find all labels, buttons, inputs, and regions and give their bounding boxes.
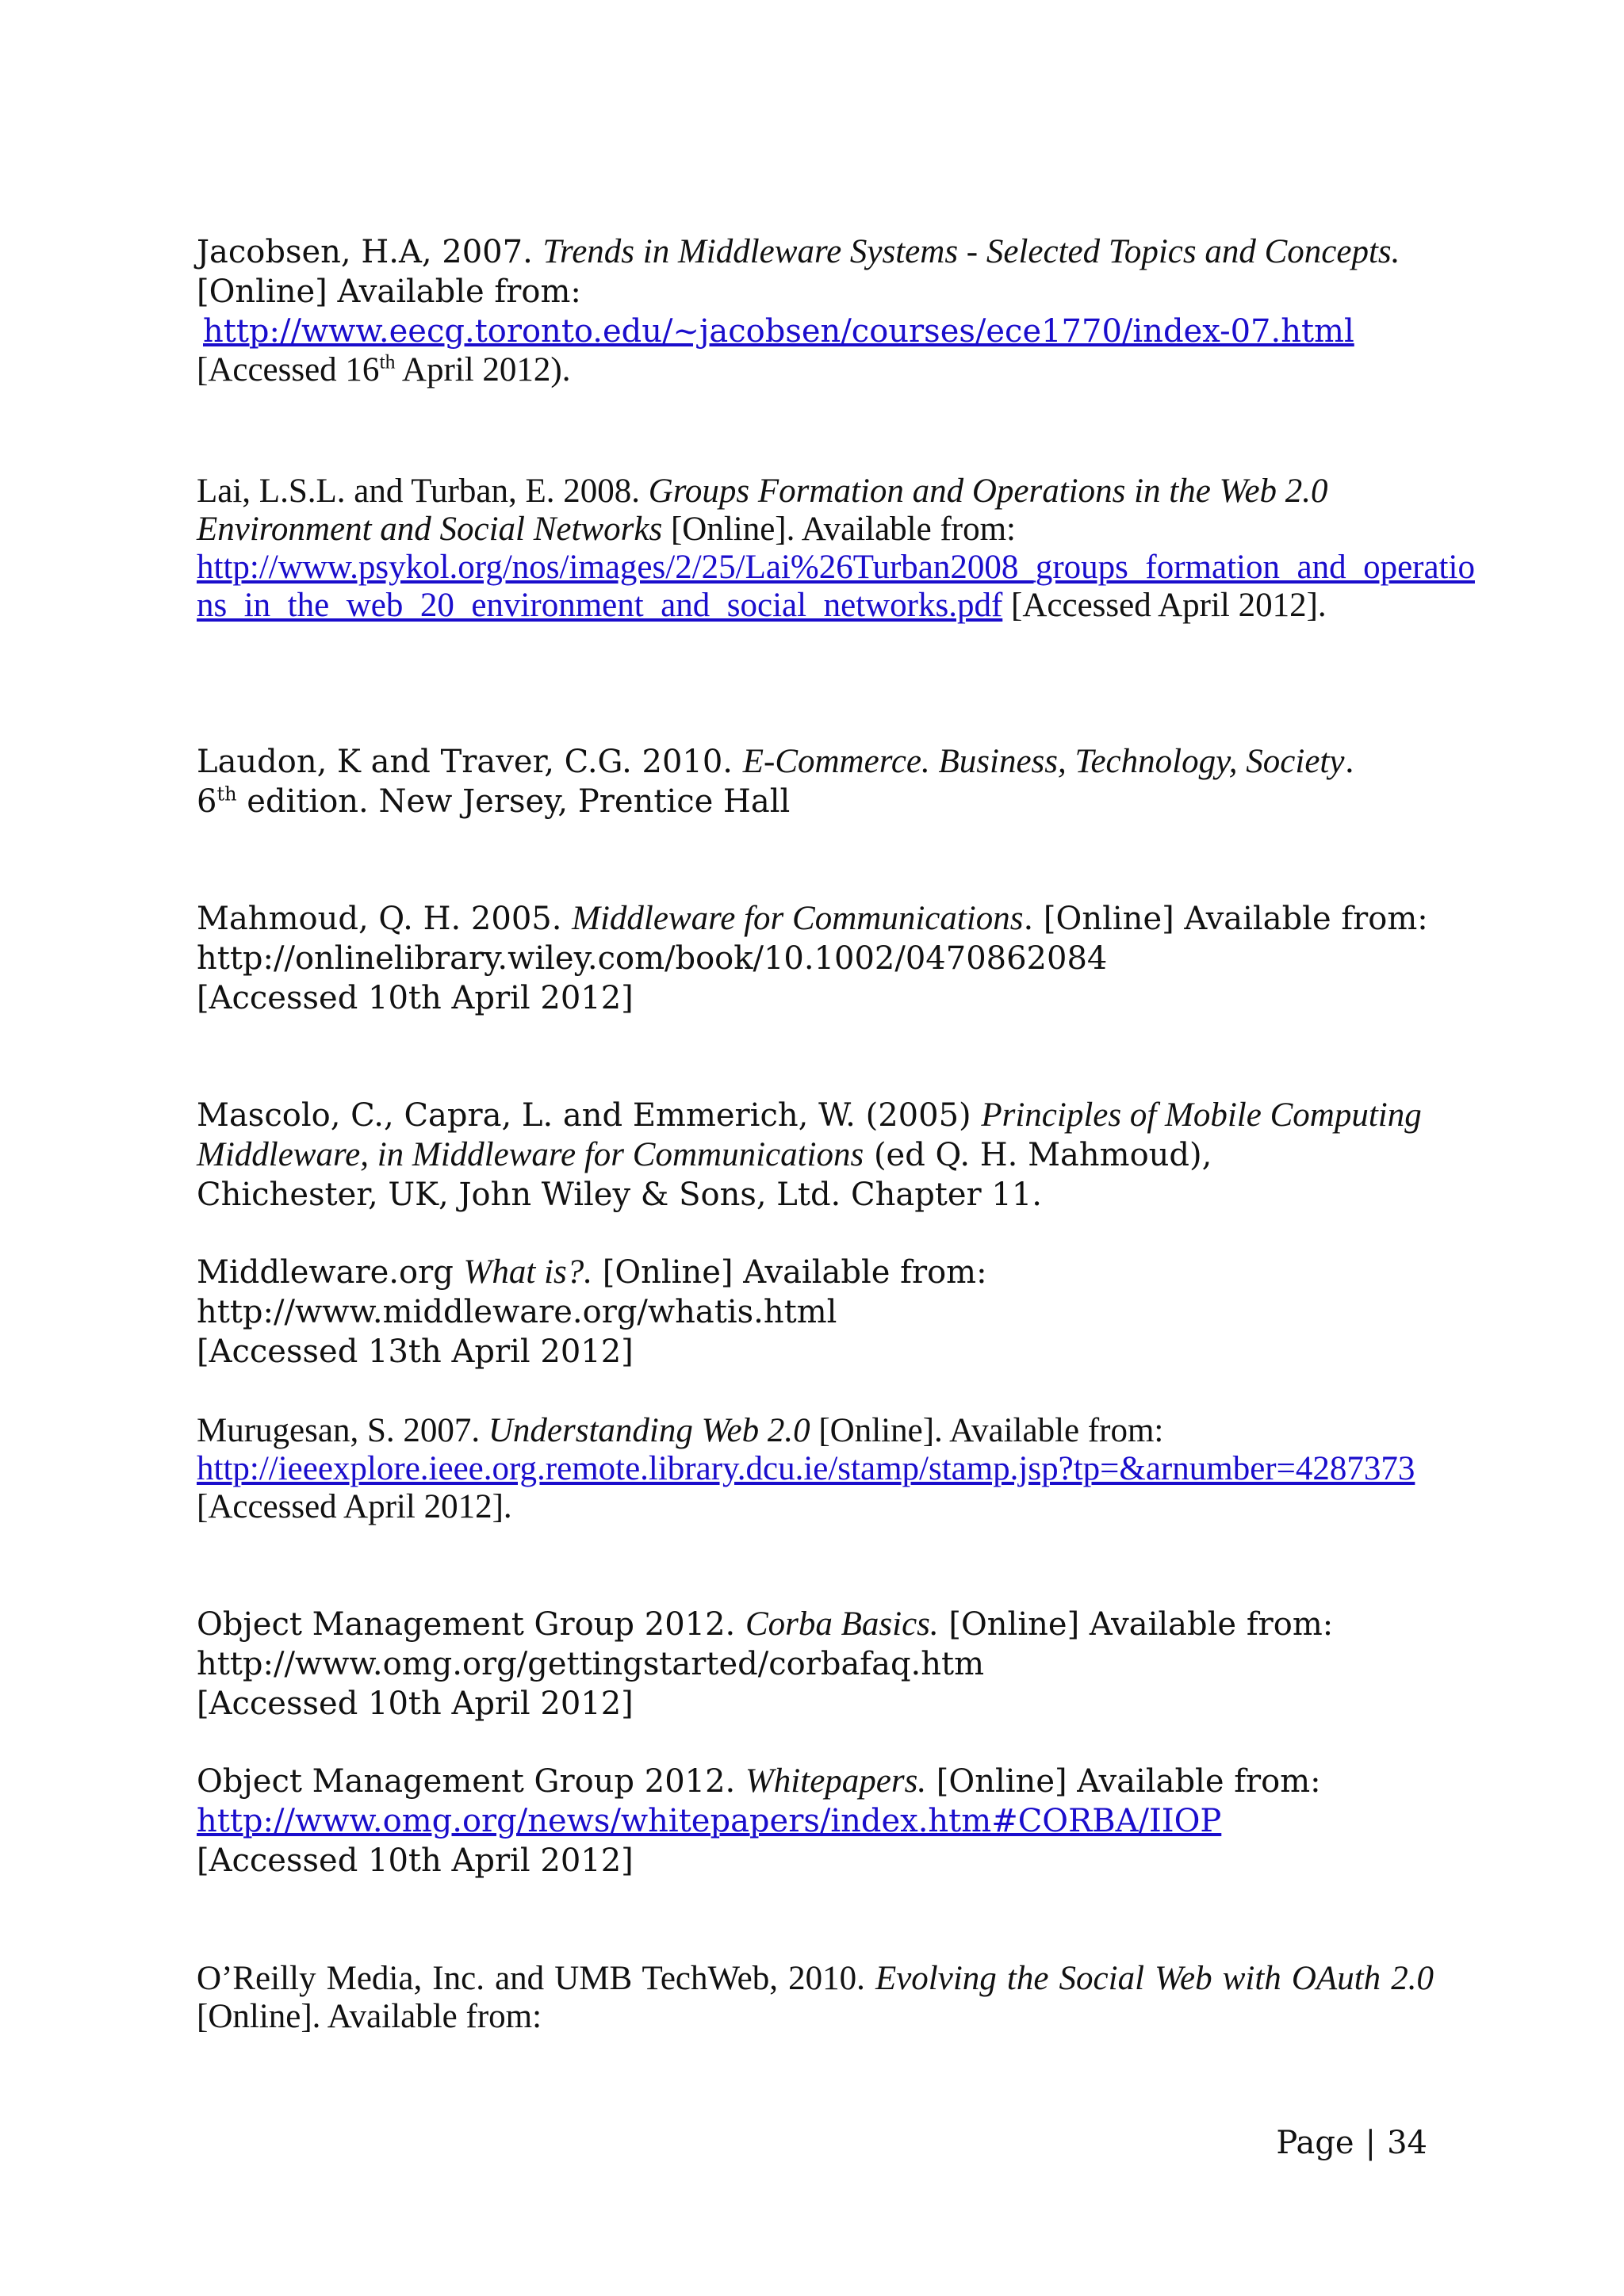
page-number: 34 (1387, 2125, 1427, 2161)
reference-authors: Laudon, K and Traver, C.G. 2010. (197, 744, 733, 780)
reference-lai (197, 473, 1475, 625)
reference-line (197, 1135, 1434, 1175)
reference-omg-whitepapers (197, 1762, 1434, 1881)
reference-line (197, 232, 1434, 272)
reference-online: [Online] Available from: (197, 274, 581, 310)
reference-online: [Online] Available from: (926, 1763, 1321, 1800)
reference-online: [Online] Available from: (592, 1254, 987, 1291)
reference-title: Corba Basics. (745, 1605, 939, 1643)
reference-mahmoud (197, 899, 1434, 1018)
reference-accessed: [Accessed April 2012]. (1002, 587, 1327, 624)
reference-authors: Object Management Group 2012. (197, 1606, 736, 1643)
reference-url-link-cont[interactable]: ns_in_the_web_20_environment_and_social_networks.pdf (197, 587, 1003, 624)
reference-url: http://onlinelibrary.wiley.com/book/10.1002/0470862084 (197, 940, 1108, 977)
reference-title: Understanding Web 2.0 (488, 1412, 810, 1449)
reference-url-link[interactable]: http://www.omg.org/news/whitepapers/index.htm#CORBA/IIOP (197, 1803, 1222, 1839)
reference-accessed: [Accessed 10th April 2012] (197, 1843, 634, 1879)
reference-title: Principles of Mobile Computing (981, 1096, 1422, 1134)
reference-title: Whitepapers. (745, 1762, 927, 1800)
reference-line: Laudon, K and Traver, C.G. 2010. E-Commerce. Business, Technology, Society. (197, 743, 1355, 780)
page-label: Page (1276, 2125, 1354, 2161)
reference-line (197, 1960, 1434, 1998)
reference-publisher: Chichester, UK, John Wiley & Sons, Ltd. Chapter 11. (197, 1177, 1042, 1213)
reference-middleware-org (197, 1253, 1434, 1372)
reference-authors: Mascolo, C., Capra, L. and Emmerich, W. (2005) (197, 1097, 971, 1134)
reference-url: http://www.middleware.org/whatis.html (197, 1294, 837, 1330)
reference-line (197, 1412, 1434, 1450)
reference-authors: Lai, L.S.L. and Turban, E. 2008. (197, 473, 640, 510)
reference-authors: Object Management Group 2012. (197, 1763, 736, 1800)
reference-url-link[interactable]: http://www.psykol.org/nos/images/2/25/Lai%26Turban2008_groups_formation_and_operatio (197, 549, 1475, 586)
reference-title-cont: Environment and Social Networks (197, 511, 663, 548)
reference-title: E-Commerce. Business, Technology, Society (742, 743, 1345, 780)
reference-title: Trends in Middleware Systems - Selected Topics and Concepts. (542, 233, 1400, 270)
reference-url-link[interactable]: http://ieeexplore.ieee.org.remote.library.dcu.ie/stamp/stamp.jsp?tp=&arnumber=4287373 (197, 1450, 1415, 1487)
reference-authors: Jacobsen, H.A, 2007. (197, 234, 533, 270)
reference-authors: Murugesan, S. 2007. (197, 1412, 481, 1449)
reference-online: [Online]. Available from: (810, 1412, 1164, 1449)
reference-line (197, 1605, 1434, 1644)
page-footer (1276, 2123, 1427, 2163)
reference-title: Groups Formation and Operations in the Web 2.0 (648, 473, 1328, 510)
reference-accessed: [Accessed April 2012]. (197, 1488, 512, 1525)
reference-title: Evolving the Social Web with OAuth 2.0 (875, 1960, 1434, 1997)
reference-title: Middleware for Communications (572, 900, 1024, 937)
reference-authors: O’Reilly Media, Inc. and UMB TechWeb, 2010. (197, 1960, 865, 1997)
page-separator: | (1365, 2125, 1377, 2161)
reference-accessed: [Accessed 10th April 2012] (197, 1686, 634, 1722)
reference-url-link[interactable]: http://www.eecg.toronto.edu/~jacobsen/courses/ece1770/index-07.html (203, 313, 1354, 350)
reference-online: [Online] Available from: (938, 1606, 1334, 1643)
reference-accessed: [Accessed 13th April 2012] (197, 1334, 634, 1370)
reference-line (197, 511, 1434, 549)
reference-accessed: [Accessed 16th April 2012). (197, 350, 571, 388)
reference-line (197, 899, 1434, 939)
reference-online: . [Online] Available from: (1023, 901, 1428, 937)
reference-title: What is?. (463, 1253, 592, 1291)
reference-oreilly (197, 1960, 1434, 2036)
reference-authors: Middleware.org (197, 1254, 454, 1291)
reference-title-cont: Middleware, in Middleware for Communications (197, 1136, 864, 1173)
reference-mascolo (197, 1096, 1434, 1215)
reference-authors: Mahmoud, Q. H. 2005. (197, 901, 562, 937)
reference-omg-corba (197, 1605, 1434, 1724)
reference-murugesan (197, 1412, 1434, 1526)
reference-online: [Online]. Available from: (662, 511, 1016, 548)
reference-url: http://www.omg.org/gettingstarted/corbafaq.htm (197, 1646, 985, 1682)
reference-online: [Online]. Available from: (197, 1998, 542, 2035)
reference-line (197, 1762, 1434, 1801)
reference-laudon (197, 742, 1434, 821)
reference-accessed: [Accessed 10th April 2012] (197, 980, 634, 1016)
reference-editor: (ed Q. H. Mahmoud), (864, 1137, 1212, 1173)
reference-line (197, 473, 1434, 511)
reference-edition: 6th edition. New Jersey, Prentice Hall (197, 783, 791, 820)
reference-line (197, 1096, 1434, 1135)
reference-line (197, 1253, 1434, 1292)
reference-jacobsen (197, 232, 1434, 389)
